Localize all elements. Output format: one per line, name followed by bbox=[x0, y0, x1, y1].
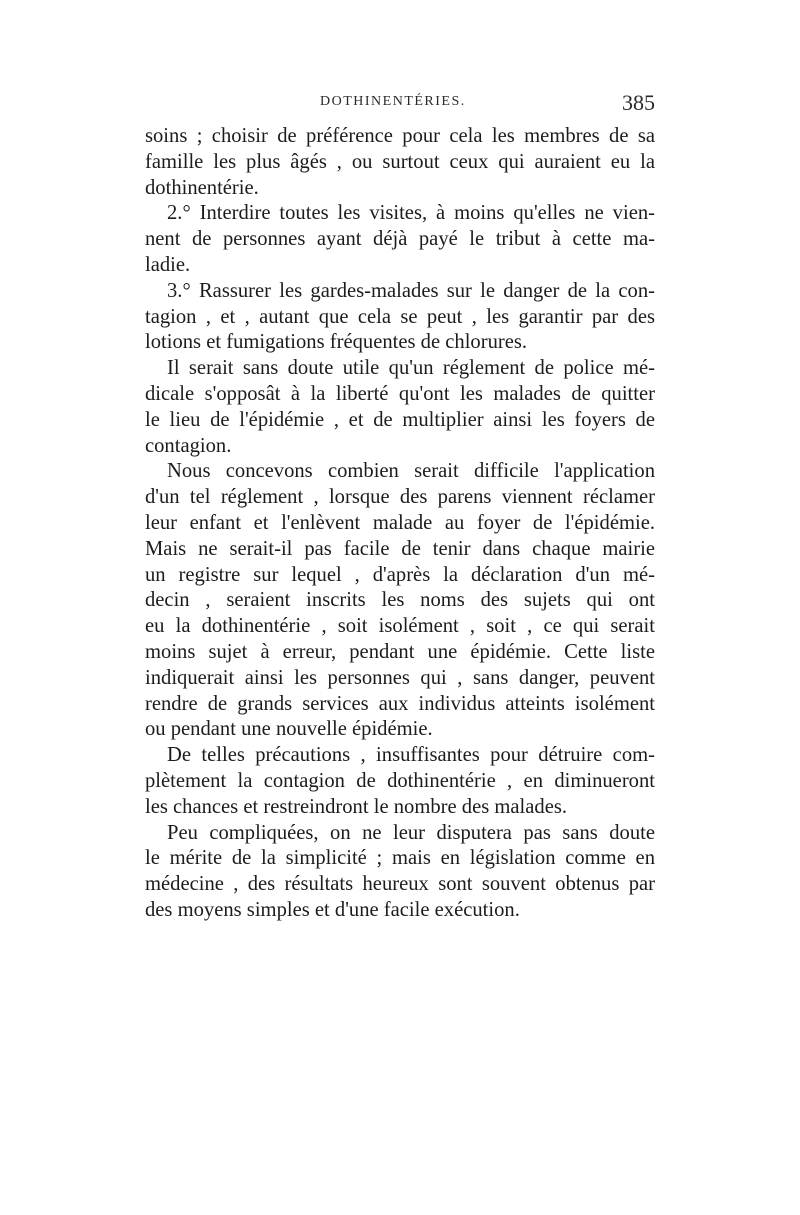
text-line: les chances et restreindront le nombre des malades. bbox=[145, 795, 568, 818]
text-line: dothinentérie. bbox=[145, 176, 259, 199]
paragraph-item-2 bbox=[145, 201, 655, 278]
paragraph-reglement bbox=[145, 356, 655, 459]
text-line: rendre de grands services aux individus atteints isolément bbox=[145, 692, 655, 715]
running-title: DOTHINENTÉRIES. bbox=[320, 94, 466, 109]
page-number: 385 bbox=[622, 90, 655, 115]
running-head bbox=[145, 90, 655, 118]
text-line: 3.° Rassurer les gardes-malades sur le danger de la con- bbox=[167, 279, 655, 302]
text-line: decin , seraient inscrits les noms des sujets qui ont bbox=[145, 589, 655, 612]
text-line: le lieu de l'épidémie , et de multiplier ainsi les foyers de bbox=[145, 408, 655, 431]
text-line: famille les plus âgés , ou surtout ceux qui auraient eu la bbox=[145, 150, 655, 173]
text-line: leur enfant et l'enlèvent malade au foyer de l'épidémie. bbox=[145, 511, 655, 534]
paragraph-registre bbox=[145, 459, 655, 743]
paragraph-item-3 bbox=[145, 279, 655, 356]
paragraph-conclusion bbox=[145, 821, 655, 924]
text-line: indiquerait ainsi les personnes qui , sans danger, peuvent bbox=[145, 666, 655, 689]
text-line: De telles précautions , insuffisantes pour détruire com- bbox=[167, 744, 655, 767]
text-line: Peu compliquées, on ne leur disputera pas sans doute bbox=[167, 821, 655, 844]
text-line: Nous concevons combien serait difficile l'application bbox=[167, 460, 655, 483]
text-line: médecine , des résultats heureux sont souvent obtenus par bbox=[145, 873, 655, 896]
paragraph-precautions bbox=[145, 743, 655, 820]
text-line: ladie. bbox=[145, 253, 191, 276]
text-line: 2.° Interdire toutes les visites, à moins qu'elles ne vien- bbox=[167, 202, 655, 225]
body-text bbox=[145, 124, 655, 924]
text-line: d'un tel réglement , lorsque des parens viennent réclamer bbox=[145, 486, 655, 509]
text-line: eu la dothinentérie , soit isolément , soit , ce qui serait bbox=[145, 615, 655, 638]
text-line: nent de personnes ayant déjà payé le tribut à cette ma- bbox=[145, 228, 655, 251]
text-line: contagion. bbox=[145, 434, 232, 457]
text-line: le mérite de la simplicité ; mais en législation comme en bbox=[145, 847, 655, 870]
text-line: un registre sur lequel , d'après la déclaration d'un mé- bbox=[145, 563, 655, 586]
text-line: Mais ne serait-il pas facile de tenir dans chaque mairie bbox=[145, 537, 655, 560]
text-line: dicale s'opposât à la liberté qu'ont les malades de quitter bbox=[145, 382, 655, 405]
text-line: des moyens simples et d'une facile exécution. bbox=[145, 898, 520, 921]
paragraph-continuation bbox=[145, 124, 655, 201]
text-line: plètement la contagion de dothinentérie , en diminueront bbox=[145, 769, 655, 792]
text-line: lotions et fumigations fréquentes de chlorures. bbox=[145, 331, 528, 354]
text-line: tagion , et , autant que cela se peut , les garantir par des bbox=[145, 305, 655, 328]
text-line: ou pendant une nouvelle épidémie. bbox=[145, 718, 433, 741]
text-line: soins ; choisir de préférence pour cela les membres de sa bbox=[145, 125, 655, 147]
text-line: moins sujet à erreur, pendant une épidémie. Cette liste bbox=[145, 640, 655, 663]
text-line: Il serait sans doute utile qu'un réglement de police mé- bbox=[167, 357, 655, 380]
